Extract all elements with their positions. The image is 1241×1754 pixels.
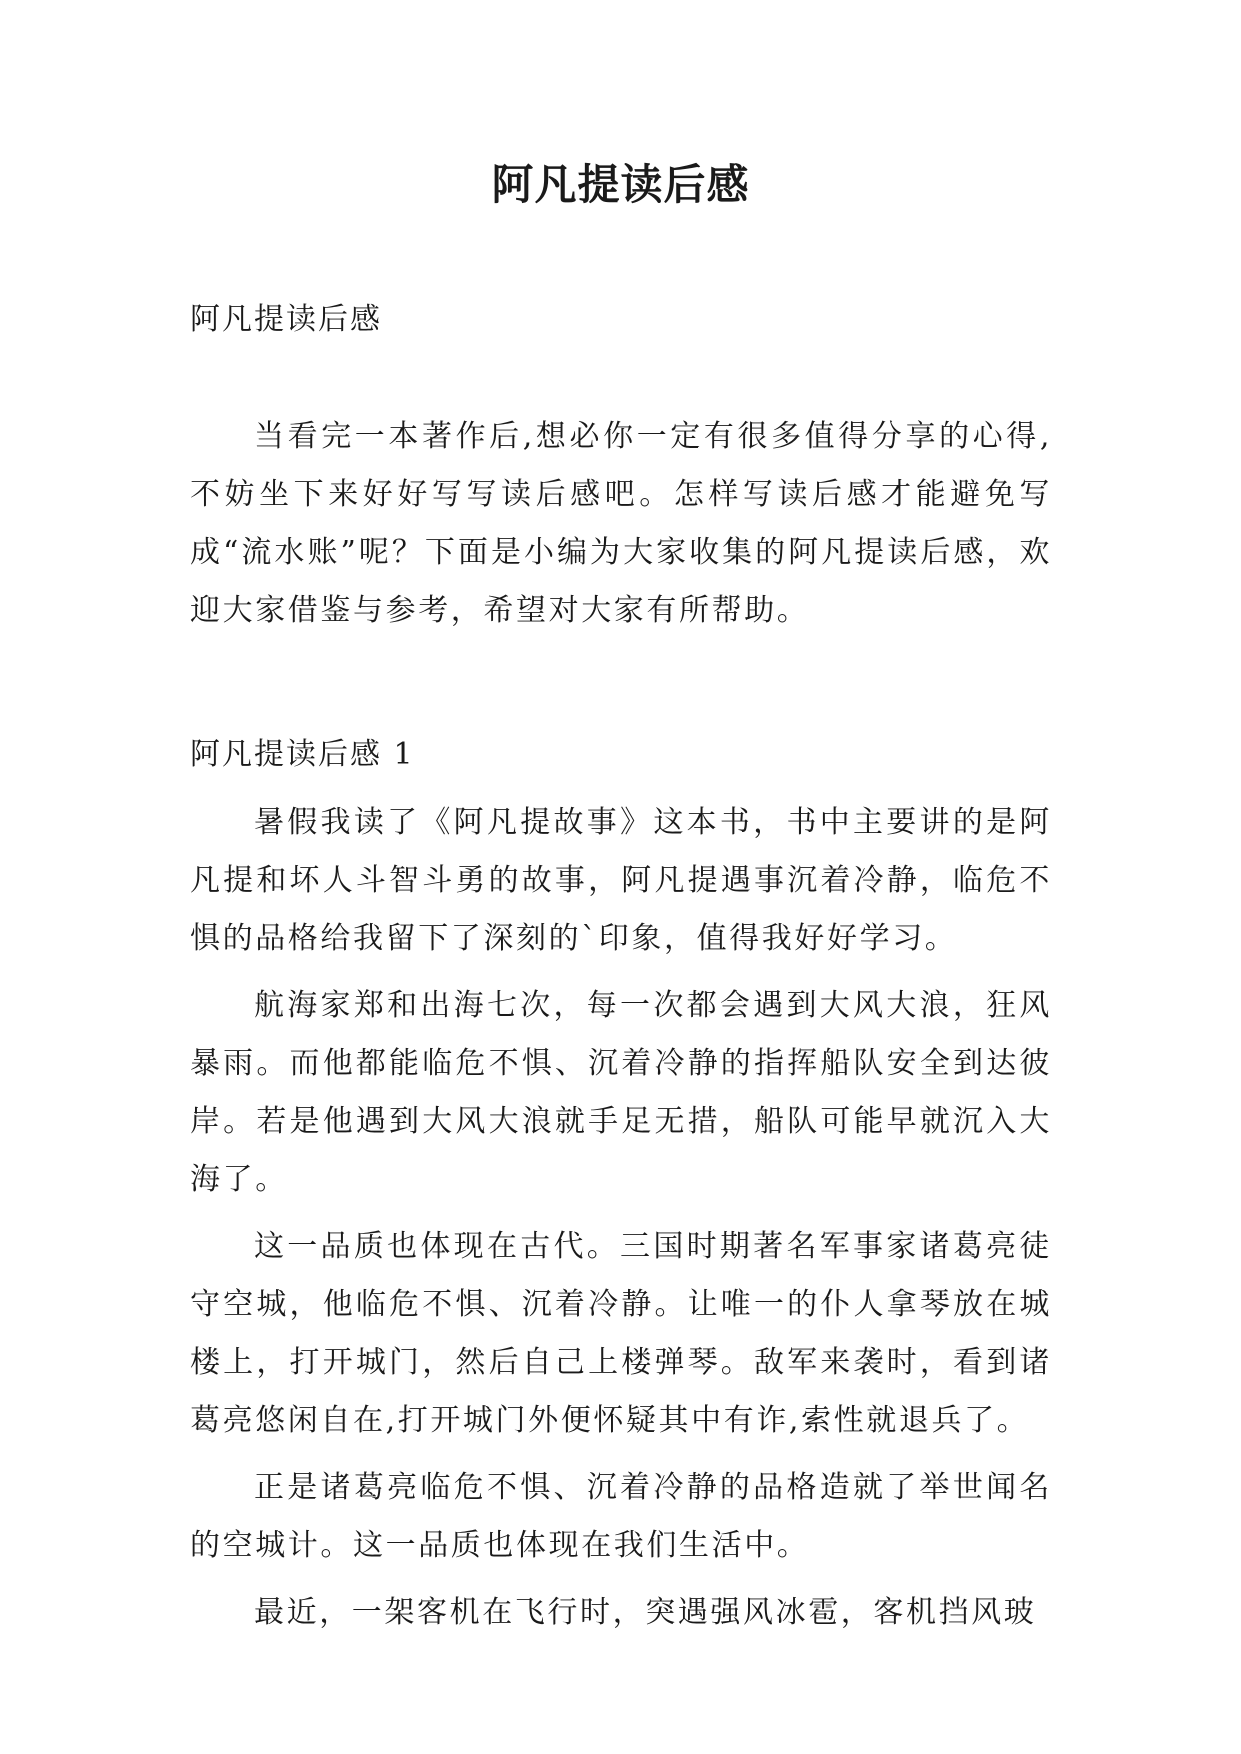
body-paragraph: 这一品质也体现在古代。三国时期著名军事家诸葛亮徒守空城，他临危不惧、沉着冷静。让唯一的仆人拿琴放在城楼上，打开城门，然后自己上楼弹琴。敌军来袭时，看到诸葛亮悠闲自在,打开城门外便怀疑其中有诈,索性就退兵了。 [190, 1229, 1052, 1438]
section-heading: 阿凡提读后感 1 [190, 737, 415, 772]
document-title: 阿凡提读后感 [491, 160, 750, 209]
document-subtitle: 阿凡提读后感 [190, 302, 382, 337]
intro-paragraph: 当看完一本著作后,想必你一定有很多值得分享的心得,不妨坐下来好好写写读后感吧。怎样写读后感才能避免写成“流水账”呢？下面是小编为大家收集的阿凡提读后感，欢迎大家借鉴与参考，希望对大家有所帮助。 [190, 419, 1052, 628]
body-paragraph: 暑假我读了《阿凡提故事》这本书，书中主要讲的是阿凡提和坏人斗智斗勇的故事，阿凡提遇事沉着冷静，临危不惧的品格给我留下了深刻的`印象，值得我好好学习。 [190, 805, 1052, 956]
body-paragraph: 最近，一架客机在飞行时，突遇强风冰雹，客机挡风玻 [254, 1595, 1037, 1630]
document-body [190, 408, 1052, 1651]
body-paragraph: 航海家郑和出海七次，每一次都会遇到大风大浪，狂风暴雨。而他都能临危不惧、沉着冷静的指挥船队安全到达彼岸。若是他遇到大风大浪就手足无措，船队可能早就沉入大海了。 [190, 988, 1052, 1197]
story-text [190, 794, 1052, 1642]
body-paragraph: 正是诸葛亮临危不惧、沉着冷静的品格造就了举世闻名的空城计。这一品质也体现在我们生活中。 [190, 1470, 1052, 1563]
